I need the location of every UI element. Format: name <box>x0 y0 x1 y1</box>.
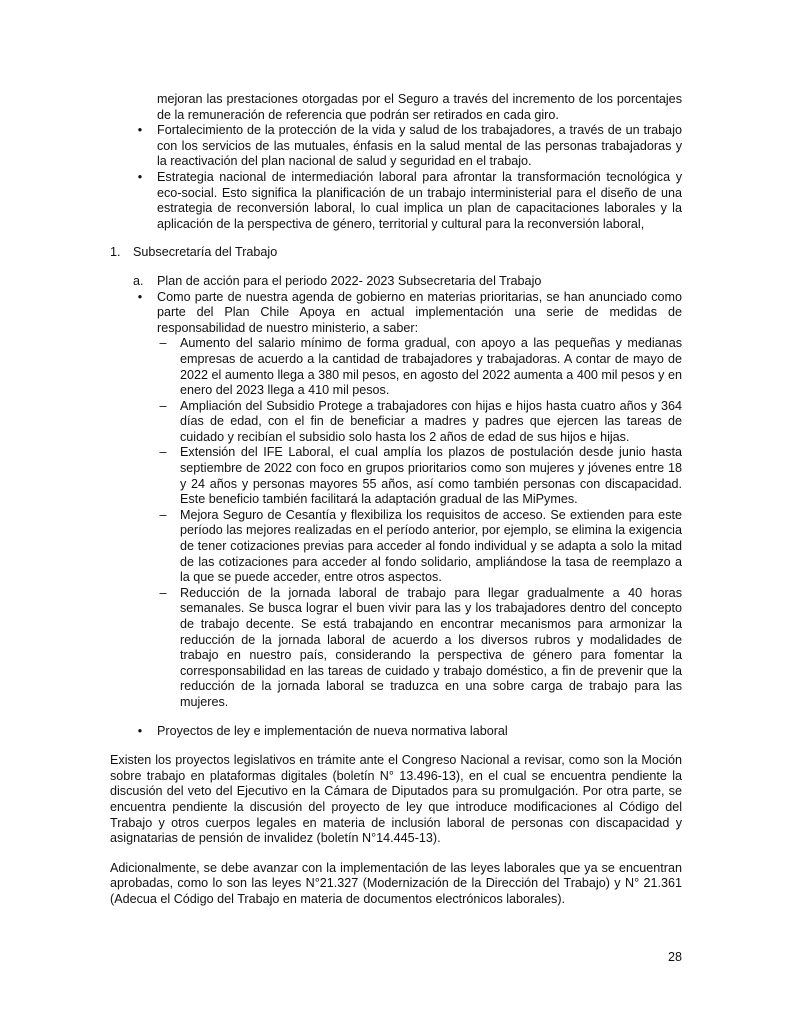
measure-text: Extensión del IFE Laboral, el cual amplía los plazos de postulación desde junio hasta septiembre de 2022 con foco en grupos prioritarios como son mujeres y jóvenes entre 18 y 24 años y personas mayores 55 años, así como también personas con discapacidad. Este beneficio también facilitará la adaptación gradual de las MiPymes. <box>180 445 682 507</box>
intro-continuation: mejoran las prestaciones otorgadas por el Seguro a través del incremento de los porcentajes de la remuneración de referencia que podrán ser retirados en cada giro. <box>157 92 682 122</box>
measure-item <box>110 399 682 446</box>
section-heading <box>110 245 682 261</box>
body-paragraph: Existen los proyectos legislativos en trámite ante el Congreso Nacional a revisar, como son la Moción sobre trabajo en plataformas digitales (boletín N° 13.496-13), en el cual se encuentra pendiente la discusión del veto del Ejecutivo en la Cámara de Diputados para su promulgación. Por otra parte, se encuentra pendiente la discusión del proyecto de ley que introduce modificaciones al Código del Trabajo y otros cuerpos legales en materia de inclusión laboral de personas con discapacidad y asignatarias de pensión de invalidez (boletín N°14.445-13). <box>110 753 682 846</box>
bullet-item-strategy <box>110 170 682 232</box>
section-title: Subsecretaría del Trabajo <box>133 245 278 260</box>
bullet-text: Estrategia nacional de intermediación laboral para afrontar la transformación tecnológica y eco-social. Esto significa la planificación de un trabajo interministerial para el diseño de una estrategia de reconversión laboral, lo cual implica un plan de capacitaciones laborales y la aplicación de la perspectiva de género, territorial y cultural para la reconversión laboral, <box>157 169 682 231</box>
subsection-title: Plan de acción para el periodo 2022- 2023 Subsecretaria del Trabajo <box>157 273 542 288</box>
subsection-letter: a. <box>133 273 144 288</box>
dash-icon: – <box>159 507 167 522</box>
bullet-icon: • <box>137 169 143 184</box>
measure-text: Ampliación del Subsidio Protege a trabajadores con hijas e hijos hasta cuatro años y 364 días de edad, con el fin de beneficiar a madres y padres que ejercen las tareas de cuidado y recibían el subsidio solo hasta los 2 años de edad de sus hijos e hijas. <box>180 398 682 444</box>
page-number: 28 <box>667 950 682 964</box>
section-number: 1. <box>110 245 121 260</box>
measure-item <box>110 586 682 711</box>
dash-icon: – <box>159 445 167 460</box>
measure-text: Reducción de la jornada laboral de trabajo para llegar gradualmente a 40 horas semanales. Se busca lograr el buen vivir para las y los trabajadores dentro del concepto de trabajo decente. Se está trabajando en encontrar mecanismos para armonizar la reducción de la jornada laboral de acuerdo a los diversos rubros y modalidades de trabajo en nuestro país, considerando la perspectiva de género para fomentar la corresponsabilidad en las tareas de cuidado y trabajo doméstico, a fin de prevenir que la reducción de la jornada laboral se traduzca en una sobre carga de trabajo para las mujeres. <box>180 585 682 709</box>
measure-text: Aumento del salario mínimo de forma gradual, con apoyo a las pequeñas y medianas empresas de acuerdo a la cantidad de trabajadores y trabajadoras. A contar de mayo de 2022 el aumento llega a 380 mil pesos, en agosto del 2022 aumenta a 400 mil pesos y en enero del 2023 llega a 410 mil pesos. <box>180 336 682 398</box>
bullet-text: Como parte de nuestra agenda de gobierno en materias prioritarias, se han anunciado como parte del Plan Chile Apoya en actual implementación una serie de medidas de responsabilidad de nuestro ministerio, a saber: <box>157 289 682 335</box>
document-page <box>110 92 682 908</box>
bullet-icon: • <box>137 723 143 738</box>
dash-icon: – <box>159 585 167 600</box>
bullet-item-agenda <box>110 290 682 337</box>
dash-icon: – <box>159 398 167 413</box>
bullet-item-protection <box>110 123 682 170</box>
bullet-icon: • <box>137 289 143 304</box>
body-paragraph: Adicionalmente, se debe avanzar con la implementación de las leyes laborales que ya se encuentran aprobadas, como lo son las leyes N°21.327 (Modernización de la Dirección del Trabajo) y N° 21.361 (Adecua el Código del Trabajo en materia de documentos electrónicos laborales). <box>110 860 682 906</box>
subsection-heading <box>110 274 682 290</box>
measure-text: Mejora Seguro de Cesantía y flexibiliza los requisitos de acceso. Se extienden para este período las mejores realizadas en el período anterior, por ejemplo, se elimina la exigencia de tener cotizaciones previas para acceder al fondo individual y se adapta a solo la mitad de las cotizaciones para acceder al fondo solidario, ampliándose la tasa de reemplazo a la que se puede acceder, entre otros aspectos. <box>180 507 682 585</box>
dash-icon: – <box>159 336 167 351</box>
bullet-item-projects <box>110 724 682 740</box>
bullet-text: Proyectos de ley e implementación de nueva normativa laboral <box>157 723 508 738</box>
bullet-icon: • <box>137 123 143 138</box>
bullet-text: Fortalecimiento de la protección de la vida y salud de los trabajadores, a través de un trabajo con los servicios de las mutuales, énfasis en la salud mental de las personas trabajadoras y la reactivación del plan nacional de salud y seguridad en el trabajo. <box>157 123 682 169</box>
measure-item <box>110 336 682 398</box>
measure-item <box>110 508 682 586</box>
measure-item <box>110 445 682 507</box>
